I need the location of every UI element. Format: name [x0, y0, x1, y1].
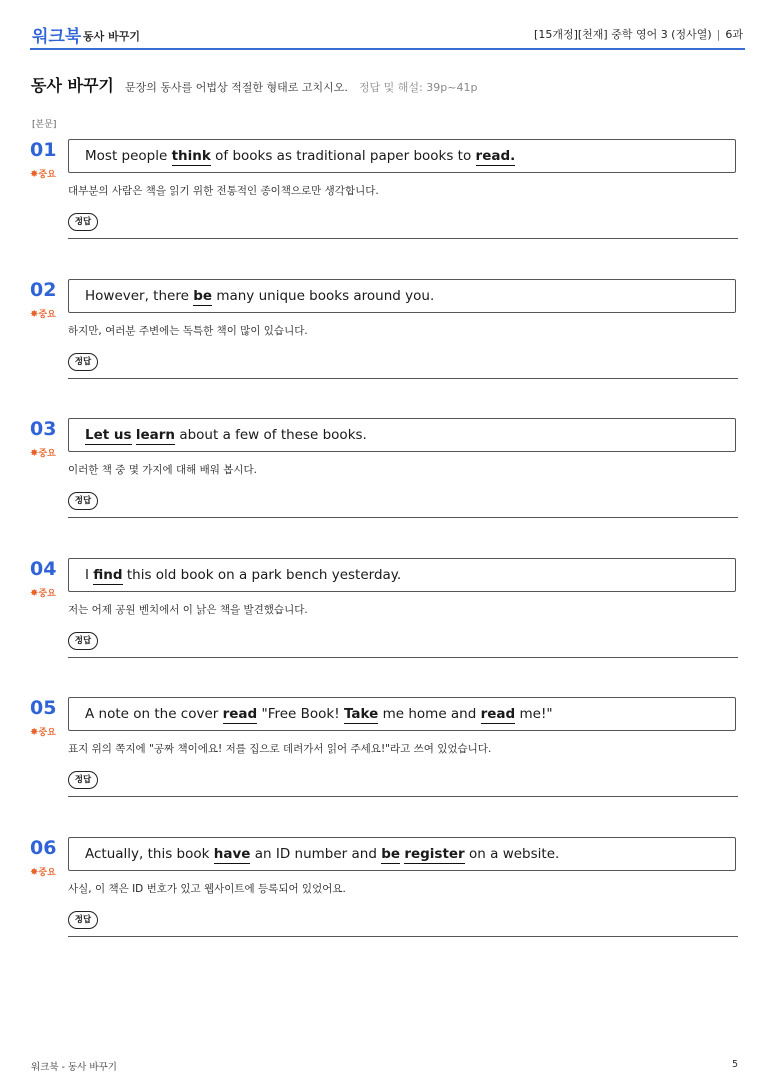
- target-verb: find: [93, 567, 123, 583]
- sentence-text: many unique books around you.: [212, 288, 435, 304]
- korean-translation: 사실, 이 책은 ID 번호가 있고 웹사이트에 등록되어 있었어요.: [68, 883, 346, 895]
- footer-label: 워크북 - 동사 바꾸기: [31, 1062, 117, 1073]
- question-item: [30, 697, 738, 817]
- brand-logo-text: 워크북: [32, 27, 82, 47]
- importance-icon: ✸: [30, 448, 39, 459]
- header-subtitle: 동사 바꾸기: [83, 30, 140, 43]
- question-number: 06: [30, 837, 57, 859]
- section-label: [본문]: [32, 120, 57, 130]
- question-item: [30, 418, 738, 538]
- answer-writing-line[interactable]: [68, 796, 738, 797]
- question-number: 03: [30, 418, 57, 440]
- korean-translation: 대부분의 사람은 책을 읽기 위한 전통적인 종이책으로만 생각합니다.: [68, 185, 379, 197]
- korean-translation: 하지만, 여러분 주변에는 독특한 책이 많이 있습니다.: [68, 325, 308, 337]
- korean-translation: 표지 위의 쪽지에 "공짜 책이에요! 저를 집으로 데려가서 읽어 주세요!"라고 쓰여 있었습니다.: [68, 743, 492, 755]
- importance-label: 중요: [38, 868, 56, 878]
- answer-writing-line[interactable]: [68, 657, 738, 658]
- importance-icon: ✸: [30, 169, 39, 180]
- target-verb: Take: [343, 706, 379, 722]
- target-verb: think: [171, 148, 211, 164]
- sentence-text: Most people: [85, 148, 172, 164]
- sentence-text: this old book on a park bench yesterday.: [122, 567, 402, 583]
- answer-reference: 정답 및 해설: 39p~41p: [358, 81, 478, 94]
- lesson-number: 6과: [725, 28, 743, 41]
- importance-badge: [30, 586, 56, 599]
- sentence-text: on a website.: [464, 846, 560, 862]
- importance-badge: [30, 446, 56, 459]
- target-verb: read: [222, 706, 258, 722]
- question-item: [30, 279, 738, 399]
- target-verb: be: [193, 288, 213, 304]
- question-item: [30, 139, 738, 259]
- sentence-box: [68, 837, 736, 871]
- answer-button[interactable]: 정답: [68, 213, 98, 231]
- sentence-text: "Free Book!: [257, 706, 344, 722]
- sentence-text: of books as traditional paper books to: [210, 148, 476, 164]
- sentence-box: [68, 418, 736, 452]
- sentence-text: me home and: [378, 706, 481, 722]
- importance-icon: ✸: [30, 727, 39, 738]
- sentence-text: I: [85, 567, 94, 583]
- sentence-text: an ID number and: [250, 846, 382, 862]
- importance-badge: [30, 865, 56, 878]
- korean-translation: 저는 어제 공원 벤치에서 이 낡은 책을 발견했습니다.: [68, 604, 308, 616]
- sentence-box: [68, 697, 736, 731]
- target-verb: Let us: [85, 427, 132, 443]
- importance-label: 중요: [38, 449, 56, 459]
- question-item: [30, 558, 738, 678]
- importance-icon: ✸: [30, 588, 39, 599]
- target-verb: register: [404, 846, 465, 862]
- answer-button[interactable]: 정답: [68, 353, 98, 371]
- answer-writing-line[interactable]: [68, 378, 738, 379]
- question-number: 01: [30, 139, 57, 161]
- answer-button[interactable]: 정답: [68, 492, 98, 510]
- answer-writing-line[interactable]: [68, 936, 738, 937]
- sentence-box: [68, 558, 736, 592]
- question-item: [30, 837, 738, 957]
- page-title: 동사 바꾸기: [31, 76, 114, 95]
- importance-badge: [30, 167, 56, 180]
- target-verb: be: [381, 846, 401, 862]
- korean-translation: 이러한 책 중 몇 가지에 대해 배워 봅시다.: [68, 464, 257, 476]
- sentence-box: [68, 139, 736, 173]
- sentence-text: A note on the cover: [85, 706, 223, 722]
- title-row: [31, 73, 477, 96]
- importance-badge: [30, 725, 56, 738]
- target-verb: read.: [475, 148, 516, 164]
- question-number: 05: [30, 697, 57, 719]
- importance-icon: ✸: [30, 309, 39, 320]
- answer-button[interactable]: 정답: [68, 632, 98, 650]
- sentence-text: about a few of these books.: [175, 427, 367, 443]
- course-name: [15개정][천재] 중학 영어 3 (정사열): [534, 28, 712, 41]
- importance-icon: ✸: [30, 867, 39, 878]
- question-number: 02: [30, 279, 57, 301]
- importance-label: 중요: [38, 728, 56, 738]
- importance-label: 중요: [38, 170, 56, 180]
- sentence-text: me!": [515, 706, 553, 722]
- sentence-text: Actually, this book: [85, 846, 214, 862]
- page-header: [30, 18, 745, 50]
- target-verb: learn: [135, 427, 176, 443]
- importance-badge: [30, 307, 56, 320]
- instruction-text: 문장의 동사를 어법상 적절한 형태로 고치시오.: [124, 81, 348, 94]
- sentence-box: [68, 279, 736, 313]
- importance-label: 중요: [38, 589, 56, 599]
- answer-writing-line[interactable]: [68, 517, 738, 518]
- course-info: [534, 26, 743, 42]
- target-verb: have: [213, 846, 251, 862]
- header-separator: |: [716, 28, 721, 41]
- answer-button[interactable]: 정답: [68, 771, 98, 789]
- page-number: 5: [731, 1059, 738, 1070]
- sentence-text: However, there: [85, 288, 194, 304]
- target-verb: read: [480, 706, 516, 722]
- question-number: 04: [30, 558, 57, 580]
- answer-button[interactable]: 정답: [68, 911, 98, 929]
- importance-label: 중요: [38, 310, 56, 320]
- answer-writing-line[interactable]: [68, 238, 738, 239]
